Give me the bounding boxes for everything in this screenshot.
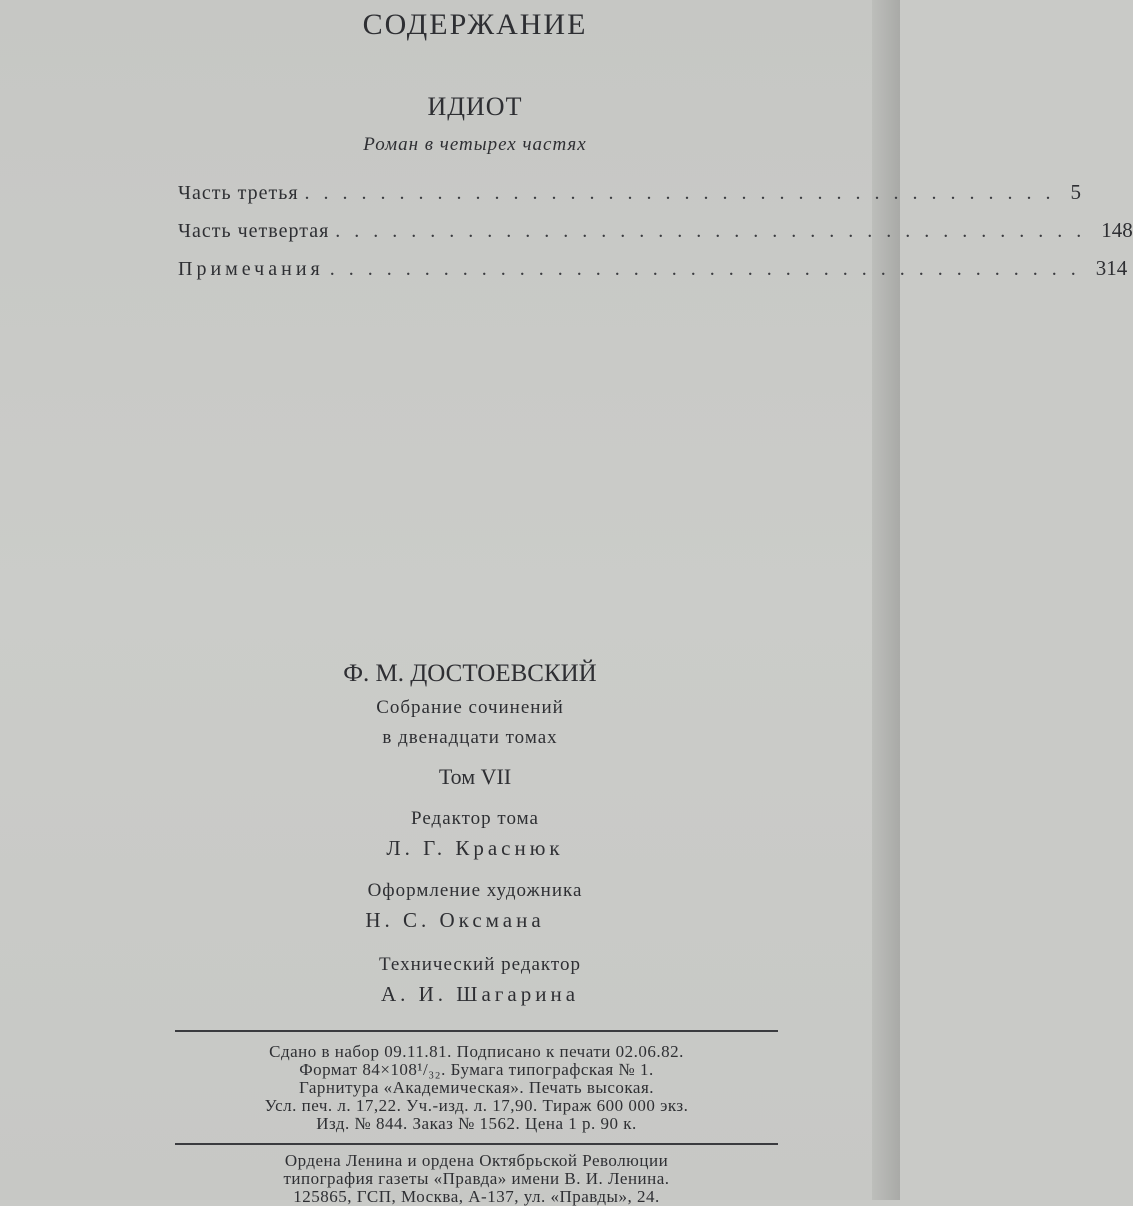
work-title: ИДИОТ bbox=[427, 92, 523, 121]
imprint-line: Изд. № 844. Заказ № 1562. Цена 1 р. 90 к. bbox=[316, 1114, 637, 1133]
author-name: Ф. М. ДОСТОЕВСКИЙ bbox=[343, 660, 597, 687]
contents-heading: СОДЕРЖАНИЕ bbox=[362, 8, 588, 41]
toc-entry[interactable] bbox=[178, 218, 1133, 256]
designer-name: Н. С. Оксмана bbox=[365, 908, 545, 932]
toc-entry[interactable] bbox=[178, 180, 1082, 218]
toc-leader-dots: ........................................ bbox=[304, 182, 1065, 204]
toc-entry-page: 5 bbox=[1070, 180, 1082, 204]
volumes-label: в двенадцати томах bbox=[382, 727, 558, 748]
toc-entry[interactable] bbox=[178, 256, 1128, 294]
toc-entry-page: 314 bbox=[1095, 256, 1128, 280]
printer-line: Ордена Ленина и ордена Октябрьской Революции bbox=[284, 1151, 669, 1170]
toc-leader-dots: ........................................ bbox=[335, 220, 1096, 242]
toc-entry-label: Примечания bbox=[178, 258, 324, 280]
editor-name: Л. Г. Краснюк bbox=[386, 836, 564, 860]
tech-editor-name: А. И. Шагарина bbox=[380, 982, 580, 1006]
toc-leader-dots: ........................................ bbox=[329, 258, 1090, 280]
table-of-contents bbox=[178, 180, 1133, 294]
printer-line: 125865, ГСП, Москва, А-137, ул. «Правды», 24. bbox=[293, 1187, 660, 1206]
imprint-line: Формат 84×108¹/₃₂. Бумага типографская № 1. bbox=[299, 1060, 654, 1079]
imprint-line: Усл. печ. л. 17,22. Уч.-изд. л. 17,90. Тираж 600 000 экз. bbox=[264, 1096, 689, 1115]
imprint-line: Сдано в набор 09.11.81. Подписано к печати 02.06.82. bbox=[269, 1042, 684, 1061]
collected-works-label: Собрание сочинений bbox=[376, 697, 564, 718]
toc-entry-label: Часть четвертая bbox=[178, 220, 330, 242]
editor-label: Редактор тома bbox=[411, 808, 539, 829]
toc-entry-label: Часть третья bbox=[178, 182, 299, 204]
imprint-block bbox=[175, 1043, 778, 1133]
divider-rule bbox=[175, 1143, 778, 1145]
tech-editor-label: Технический редактор bbox=[379, 954, 581, 975]
printer-line: типография газеты «Правда» имени В. И. Ленина. bbox=[283, 1169, 670, 1188]
book-spine-shadow bbox=[872, 0, 900, 1200]
tome-number: Том VII bbox=[438, 764, 512, 789]
divider-rule bbox=[175, 1030, 778, 1032]
designer-label: Оформление художника bbox=[367, 880, 583, 901]
printer-block bbox=[175, 1152, 778, 1206]
work-subtitle: Роман в четырех частях bbox=[363, 134, 587, 155]
toc-entry-page: 148 bbox=[1101, 218, 1133, 242]
imprint-line: Гарнитура «Академическая». Печать высокая. bbox=[298, 1078, 655, 1097]
